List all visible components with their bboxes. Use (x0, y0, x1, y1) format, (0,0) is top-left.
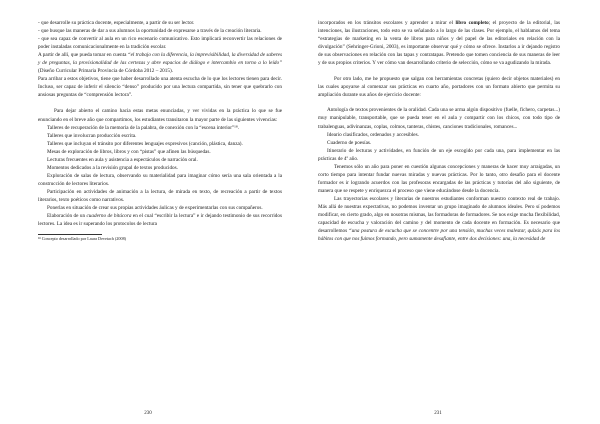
paragraph-incorporados (318, 19, 560, 67)
list-item: Momentos dedicados a la revisión grupal de textos producidos. (47, 164, 178, 171)
list-item: Exploración de salas de lectura, observando su materialidad para imaginar cómo sería una sala orientada a la construcción de lectores literarios. (38, 172, 282, 187)
spacer (318, 67, 560, 75)
list-item: Antología de textos provenientes de la oralidad. Cada una se arma algún dispositivo (fuelle, fichero, carpetas...) muy manipulable, transportable, que se pueda tener en el aula y compartir con los chicos, con todo tipo de trabalenguas, adivinanzas, coplas, colmos, tanteras, chistes, canciones tradicionales, romances... (318, 107, 560, 130)
spacer (38, 99, 282, 107)
spacer (318, 99, 560, 106)
list-item: Talleres de recuperación de la memoria de la palabra, de conexión con la “escena interior”¹⁸. (47, 124, 239, 131)
bullet-line: - que sea capaz de convertir al aula en un rico escenario comunicativo. Esto implicará reconvertir las relaciones de poder instaladas comunicacionalmente en la tradición escolar. (38, 36, 282, 51)
paragraph-otro: Por otro lado, me he propuesto que salgan con herramientas concretas (quiero decir objetos materiales) en las cuales apoyarse al comenzar sus prácticas en cuarto año, portadores con un formato abierto que permita su ampliación durante sus años de ejercicio docente: (318, 76, 560, 99)
page-number: 230 (144, 411, 152, 416)
list-item: Cuaderno de poesías. (327, 139, 372, 146)
quote-pre: A partir de allí, que pueda tomar en cuenta (38, 52, 128, 59)
paragraph-arribar: Para arribar a estos objetivos, tiene que haber desarrollado una atenta escucha de lo que los lectores tienen para decir. Incluso, ser capaz de inferir el silencio “denso” producido por una lectura compartida, sin tener que quebrarlo con ansiosas preguntas de “comprensión lectora”. (38, 76, 282, 99)
paragraph-dejar: Para dejar abierto el camino hacia estas metas enunciadas, y ver vividas en la práctica lo que se fue enunciando en el breve año que compartimos, los estudiantes transitaron la mayor parte de las siguientes vivencias: (38, 108, 282, 123)
incorporados-pre: incorporados en los tránsitos escolares y aprender a mirar el (318, 20, 456, 26)
quote-italic: “el trabajo con la diferencia, la imprevisibilidad, la diversidad de saberes y de preguntas, la provisionalidad de las certezas y abre espacios de diálogo e intercambio en torno a lo leído” (38, 52, 283, 67)
quote-post: (Diseño Curricular Primaria Provincia de Córdoba 2012 – 2015). (38, 68, 173, 75)
footnote: ¹⁸ Concepto desarrollado por Laura Devetach (2008) (38, 236, 127, 242)
paragraph-cuaderno (38, 212, 282, 228)
right-page (300, 0, 600, 424)
bullet-line: - que busque las maneras de dar a sus alumnos la oportunidad de expresarse a través de la creación literaria. (38, 28, 262, 35)
quote-paragraph (38, 51, 282, 75)
list-item: Itinerario de lecturas y actividades, en función de un eje escogido por cada una, para implementar en las prácticas de 4º año. (318, 147, 560, 162)
cuaderno-post: en el cual “escribir la lectura” e ir dejando testimonio de sus recorridos lectores. La idea es ir superando los protocolos de lectura (38, 213, 282, 228)
list-item: Lecturas frecuentes en aula y asistencia a espectáculos de narración oral. (47, 156, 198, 163)
list-item: Ideario clasificados, ordenados y accesibles. (327, 131, 419, 138)
trayectorias-pre: Las trayectorias escolares y literarias de nuestros estudiantes conforman nuestro contexto real de trabajo. Más allá de nuestras expectativas, no podemos inventar un grupo imaginado de alumnos ideales. Pero sí podemos modificar, en cierto grado, algo en nosotras mismas, las formadoras de formadores. Se nos exige mucha flexibilidad, capacidad de escucha y valoración del camino y del momento de cada docente en formación. Es necesario que desarrollemos (318, 195, 560, 235)
list-item: Participación en actividades de animación a la lectura, de mirada en texto, de recreación a partir de textos literarios, texto poéticos como narrativos. (38, 188, 282, 203)
incorporados-post: ; el proyecto de la editorial, las intenciones, las ilustraciones, todo esto se va señalando a lo largo de las clases. Por ejemplo, el hablamos del tema “estrategias de marketing en la venta de libros para niños y del papel de las editoriales en relación con la divulgación” (Sehringer-Grioni, 2003), es importante observar qué y cómo se ofrece. Instarlos a ir dejando registro de sus observaciones en relación con las tapas y contratapas. Pretendo que tomen conciencia de sus maneras de leer y de sus propios criterios. Y ver cómo van desarrollando criterio de selección, cómo se va agudizando la mirada. (318, 20, 560, 67)
list-item: Mesas de exploración de libros, libros y con “pistas” que afinen las búsquedas. (47, 148, 211, 155)
paragraph-trayectorias (318, 195, 560, 243)
list-item: Talleres que involucran producción escrita. (47, 132, 137, 139)
list-item: Ponerlas en situación de crear sus propias actividades áulicas y de experimentarlas con sus compañeros. (47, 205, 263, 212)
page-number: 231 (434, 411, 442, 416)
paragraph-tenemos: Tenemos sólo un año para poner en cuestión algunas concepciones y maneras de hacer muy arraigadas, un corto tiempo para intentar fundar nuevas miradas y nuevas prácticas. Por lo tanto, otro desafío para el docente formador es ir logrando acuerdos con las profesoras encargadas de las prácticas y tutorías del año siguiente, de manera que se respete y enriquezca el proceso que viene educándose desde la docencia. (318, 163, 560, 194)
list-item: Talleres que incluyan el tránsito por diferentes lenguajes expresivos (canción, plástica, danza). (47, 140, 243, 147)
incorporados-bold: libro completo (455, 20, 489, 26)
bullet-line: - que desarrolle su práctica docente, especialmente, a partir de su ser lector. (38, 20, 195, 26)
cuaderno-italic: cuaderno de bitácora (86, 213, 132, 220)
footnote-rule (38, 234, 102, 235)
trayectorias-italic: “una postura de escucha que se concentre por una tensión, muchas veces malestar, quizás para los hábitos con que nos fuimos formando, pero sumamente desafiante, entre dos decisiones: una, la necesidad de (318, 228, 560, 243)
cuaderno-pre: Elaboración de un (47, 213, 87, 220)
